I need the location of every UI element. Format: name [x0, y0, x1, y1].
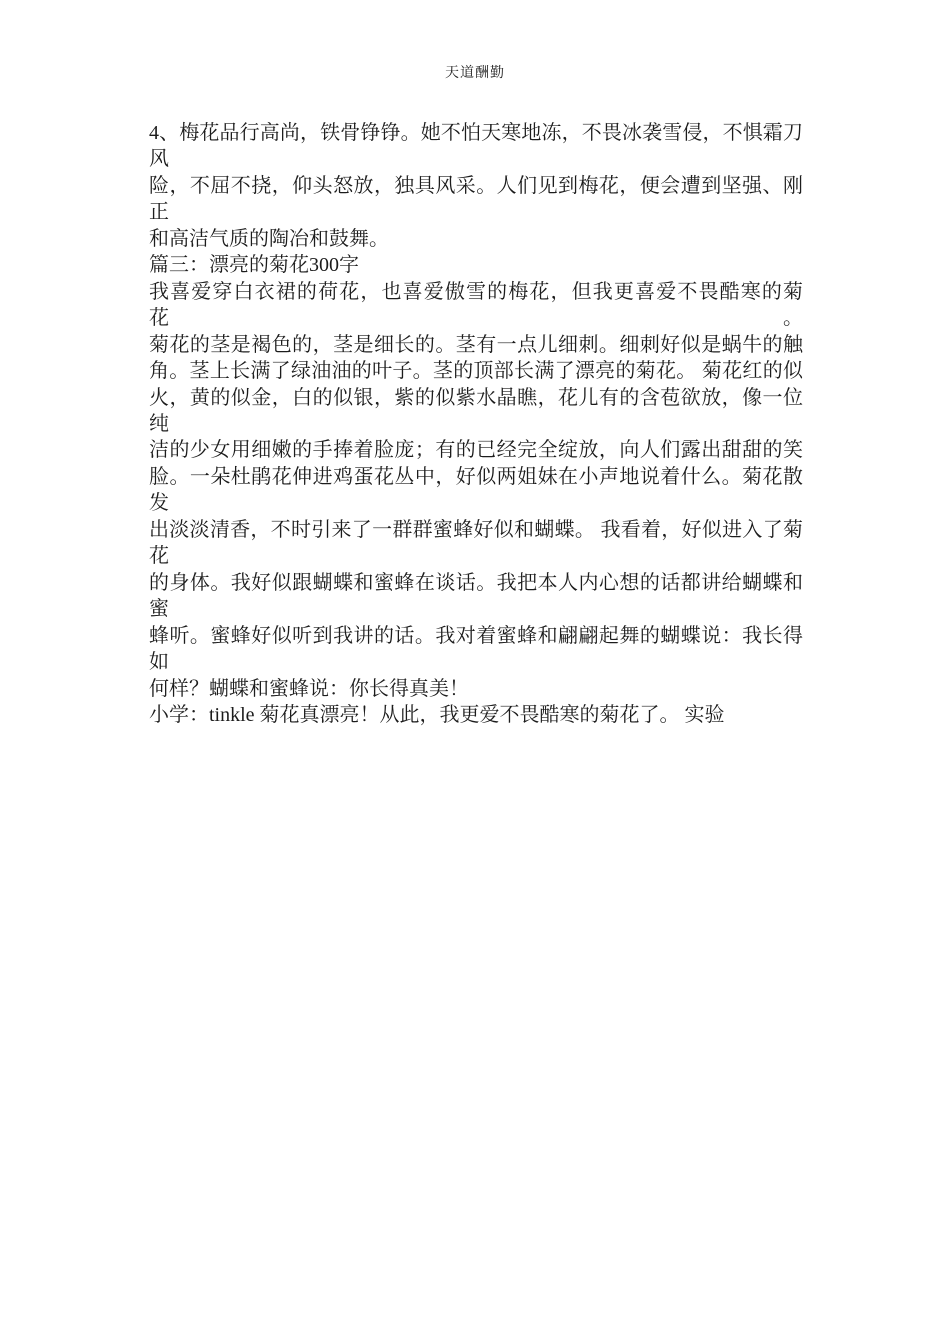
paragraph-closing: [149, 702, 803, 728]
text-line: 菊花的茎是褐色的，茎是细长的。茎有一点儿细刺。细刺好似是蜗牛的触: [149, 333, 803, 356]
text-line: 洁的少女用细嫩的手捧着脸庞；有的已经完全绽放，向人们露出甜甜的笑: [149, 439, 803, 462]
text-line: 的身体。我好似跟蝴蝶和蜜蜂在谈话。我把本人内心想的话都讲给蝴蝶和蜜: [149, 571, 803, 621]
text-line: 4、梅花品行高尚，铁骨铮铮。她不怕天寒地冻，不畏冰袭雪侵，不惧霜刀风: [149, 122, 803, 171]
text-line: 和高洁气质的陶冶和鼓舞。: [149, 227, 389, 250]
document-body: [149, 120, 803, 728]
paragraph-chrysanthemum: [149, 279, 803, 702]
text-line: 何样？蝴蝶和蜜蜂说：你长得真美！: [149, 677, 469, 700]
text-line: 蜂听。蜜蜂好似听到我讲的话。我对着蜜蜂和翩翩起舞的蝴蝶说：我长得如: [149, 624, 803, 674]
text-line: 小学：tinkle 菊花真漂亮！从此，我更爱不畏酷寒的菊花了。 实验: [149, 703, 725, 726]
text-line: 脸。一朵杜鹃花伸进鸡蛋花丛中，好似两姐妹在小声地说着什么。菊花散发: [149, 465, 803, 515]
text-line: 火，黄的似金，白的似银，紫的似紫水晶瞧，花儿有的含苞欲放，像一位纯: [149, 386, 803, 435]
text-line: 角。茎上长满了绿油油的叶子。茎的顶部长满了漂亮的菊花。 菊花红的似: [149, 360, 803, 383]
text-line: 我喜爱穿白衣裙的荷花，也喜爱傲雪的梅花，但我更喜爱不畏酷寒的菊花。: [149, 280, 803, 330]
text-line: 篇三：漂亮的菊花300字: [149, 254, 359, 277]
text-line: 险，不屈不挠，仰头怒放，独具风采。人们见到梅花，便会遭到坚强、刚正: [149, 174, 803, 224]
header-text: 天道酬勤: [445, 66, 505, 81]
text-line: 出淡淡清香，不时引来了一群群蜜蜂好似和蝴蝶。 我看着，好似进入了菊花: [149, 518, 803, 568]
paragraph-section-heading: [149, 252, 803, 278]
page-header: [0, 62, 950, 82]
paragraph-plum-blossom: [149, 120, 803, 252]
